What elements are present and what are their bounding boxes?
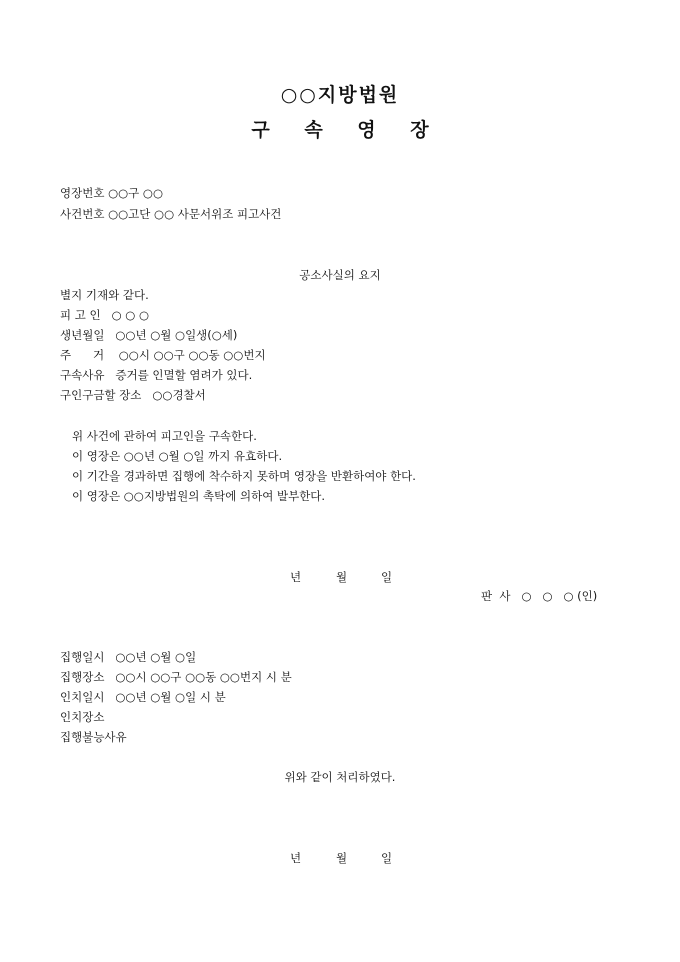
case-number: 사건번호 ○○고단 ○○ 사문서위조 피고사건 bbox=[60, 207, 282, 221]
body-line: 이 기간을 경과하면 집행에 착수하지 못하며 영장을 반환하여야 한다. bbox=[72, 469, 416, 483]
birth-date-line: 생년월일 ○○년 ○월 ○일생(○세) bbox=[60, 328, 238, 342]
execution-place-line: 집행장소 ○○시 ○○구 ○○동 ○○번지 시 분 bbox=[60, 670, 292, 684]
body-line: 이 영장은 ○○년 ○월 ○일 까지 유효하다. bbox=[72, 449, 283, 463]
execution-date-line: 집행일시 ○○년 ○월 ○일 bbox=[60, 650, 197, 664]
detention-place-line: 구인구금할 장소 ○○경찰서 bbox=[60, 388, 206, 402]
summary-heading: 공소사실의 요지 bbox=[299, 268, 381, 282]
custody-date-line: 인치일시 ○○년 ○월 ○일 시 분 bbox=[60, 690, 226, 704]
processed-statement: 위와 같이 처리하였다. bbox=[284, 770, 396, 784]
judge-signature-line: 판 사 ○ ○ ○ (인) bbox=[481, 589, 598, 603]
detention-reason-line: 구속사유 증거를 인멸할 염려가 있다. bbox=[60, 368, 253, 382]
attached-note: 별지 기재와 같다. bbox=[60, 288, 149, 302]
defendant-line: 피 고 인 ○ ○ ○ bbox=[60, 308, 150, 322]
date-year-label: 년 bbox=[290, 851, 302, 865]
court-name: ○○지방법원 bbox=[280, 84, 400, 106]
address-line: 주 거 ○○시 ○○구 ○○동 ○○번지 bbox=[60, 348, 266, 362]
date-year-label: 년 bbox=[290, 570, 302, 584]
body-line: 이 영장은 ○○지방법원의 촉탁에 의하여 발부한다. bbox=[72, 489, 326, 503]
body-line: 위 사건에 관하여 피고인을 구속한다. bbox=[72, 429, 257, 443]
warrant-number: 영장번호 ○○구 ○○ bbox=[60, 186, 163, 200]
date-month-label: 월 bbox=[336, 570, 348, 584]
execution-failure-reason-line: 집행불능사유 bbox=[60, 730, 127, 744]
date-month-label: 월 bbox=[336, 851, 348, 865]
document-title: 구 속 영 장 bbox=[251, 119, 443, 141]
date-day-label: 일 bbox=[381, 851, 393, 865]
custody-place-line: 인치장소 bbox=[60, 710, 105, 724]
date-day-label: 일 bbox=[381, 570, 393, 584]
